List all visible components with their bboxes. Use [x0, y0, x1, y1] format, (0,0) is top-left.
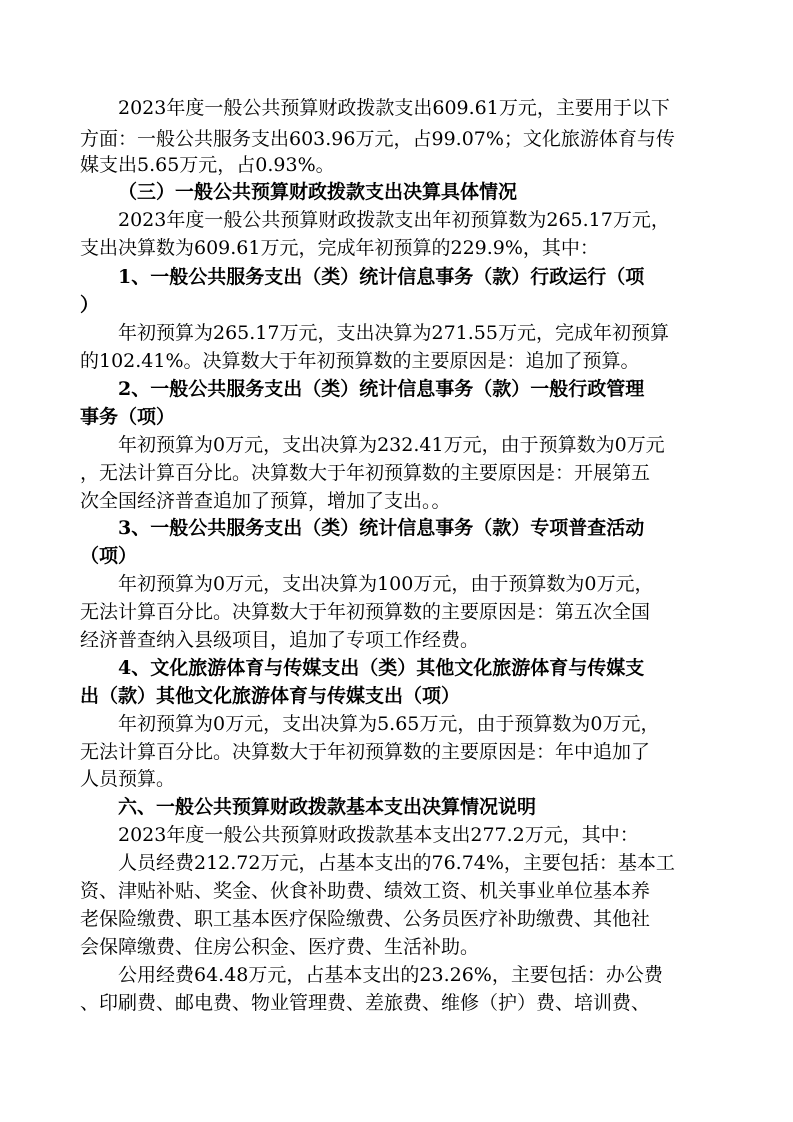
item-heading: 1、一般公共服务支出（类）统计信息事务（款）行政运行（项: [118, 266, 645, 288]
item-heading: 4、文化旅游体育与传媒支出（类）其他文化旅游体育与传媒支: [118, 657, 645, 679]
body-paragraph-line: 经济普查纳入县级项目，追加了专项工作经费。: [80, 629, 480, 651]
body-paragraph-line: 、印刷费、邮电费、物业管理费、差旅费、维修（护）费、培训费、: [80, 992, 651, 1014]
body-paragraph-line: 无法计算百分比。决算数大于年初预算数的主要原因是：年中追加了: [80, 741, 651, 763]
body-paragraph-line: ，无法计算百分比。决算数大于年初预算数的主要原因是：开展第五: [80, 462, 651, 484]
body-paragraph-line: 次全国经济普查追加了预算，增加了支出。。: [80, 490, 451, 512]
body-paragraph-line: 年初预算为265.17万元，支出决算为271.55万元，完成年初预算: [118, 322, 669, 344]
body-paragraph-line: 年初预算为0万元，支出决算为100万元，由于预算数为0万元，: [118, 573, 654, 595]
body-paragraph-line: 资、津贴补贴、奖金、伙食补助费、绩效工资、机关事业单位基本养: [80, 880, 651, 902]
body-paragraph-line: 的102.41%。决算数大于年初预算数的主要原因是：追加了预算。: [80, 350, 640, 372]
body-paragraph-line: 2023年度一般公共预算财政拨款支出609.61万元，主要用于以下: [118, 97, 670, 119]
body-paragraph-line: 会保障缴费、住房公积金、医疗费、生活补助。: [80, 936, 480, 958]
section-heading: 六、一般公共预算财政拨款基本支出决算情况说明: [118, 796, 537, 818]
body-paragraph-line: 无法计算百分比。决算数大于年初预算数的主要原因是：第五次全国: [80, 601, 651, 623]
body-paragraph-line: 公用经费64.48万元，占基本支出的23.26%，主要包括：办公费: [118, 964, 663, 986]
body-paragraph-line: 年初预算为0万元，支出决算为5.65万元，由于预算数为0万元，: [118, 713, 660, 735]
item-heading: （项）: [80, 545, 138, 567]
body-paragraph-line: 媒支出5.65万元，占0.93%。: [80, 154, 335, 176]
item-heading: 出（款）其他文化旅游体育与传媒支出（项）: [80, 685, 461, 707]
body-paragraph-line: 支出决算数为609.61万元，完成年初预算的229.9%，其中：: [80, 237, 599, 259]
item-heading: 2、一般公共服务支出（类）统计信息事务（款）一般行政管理: [118, 378, 645, 400]
item-heading: 事务（项）: [80, 406, 176, 428]
item-heading: 3、一般公共服务支出（类）统计信息事务（款）专项普查活动: [118, 517, 645, 539]
item-heading: ）: [80, 294, 100, 316]
body-paragraph-line: 人员预算。: [80, 768, 176, 790]
body-paragraph-line: 年初预算为0万元，支出决算为232.41万元，由于预算数为0万元: [118, 434, 665, 456]
section-heading: （三）一般公共预算财政拨款支出决算具体情况: [118, 181, 518, 203]
body-paragraph-line: 老保险缴费、职工基本医疗保险缴费、公务员医疗补助缴费、其他社: [80, 908, 651, 930]
body-paragraph-line: 方面：一般公共服务支出603.96万元，占99.07%；文化旅游体育与传: [80, 128, 675, 150]
body-paragraph-line: 人员经费212.72万元，占基本支出的76.74%，主要包括：基本工: [118, 852, 675, 874]
body-paragraph-line: 2023年度一般公共预算财政拨款支出年初预算数为265.17万元，: [118, 209, 670, 231]
body-paragraph-line: 2023年度一般公共预算财政拨款基本支出277.2万元，其中：: [118, 824, 639, 846]
